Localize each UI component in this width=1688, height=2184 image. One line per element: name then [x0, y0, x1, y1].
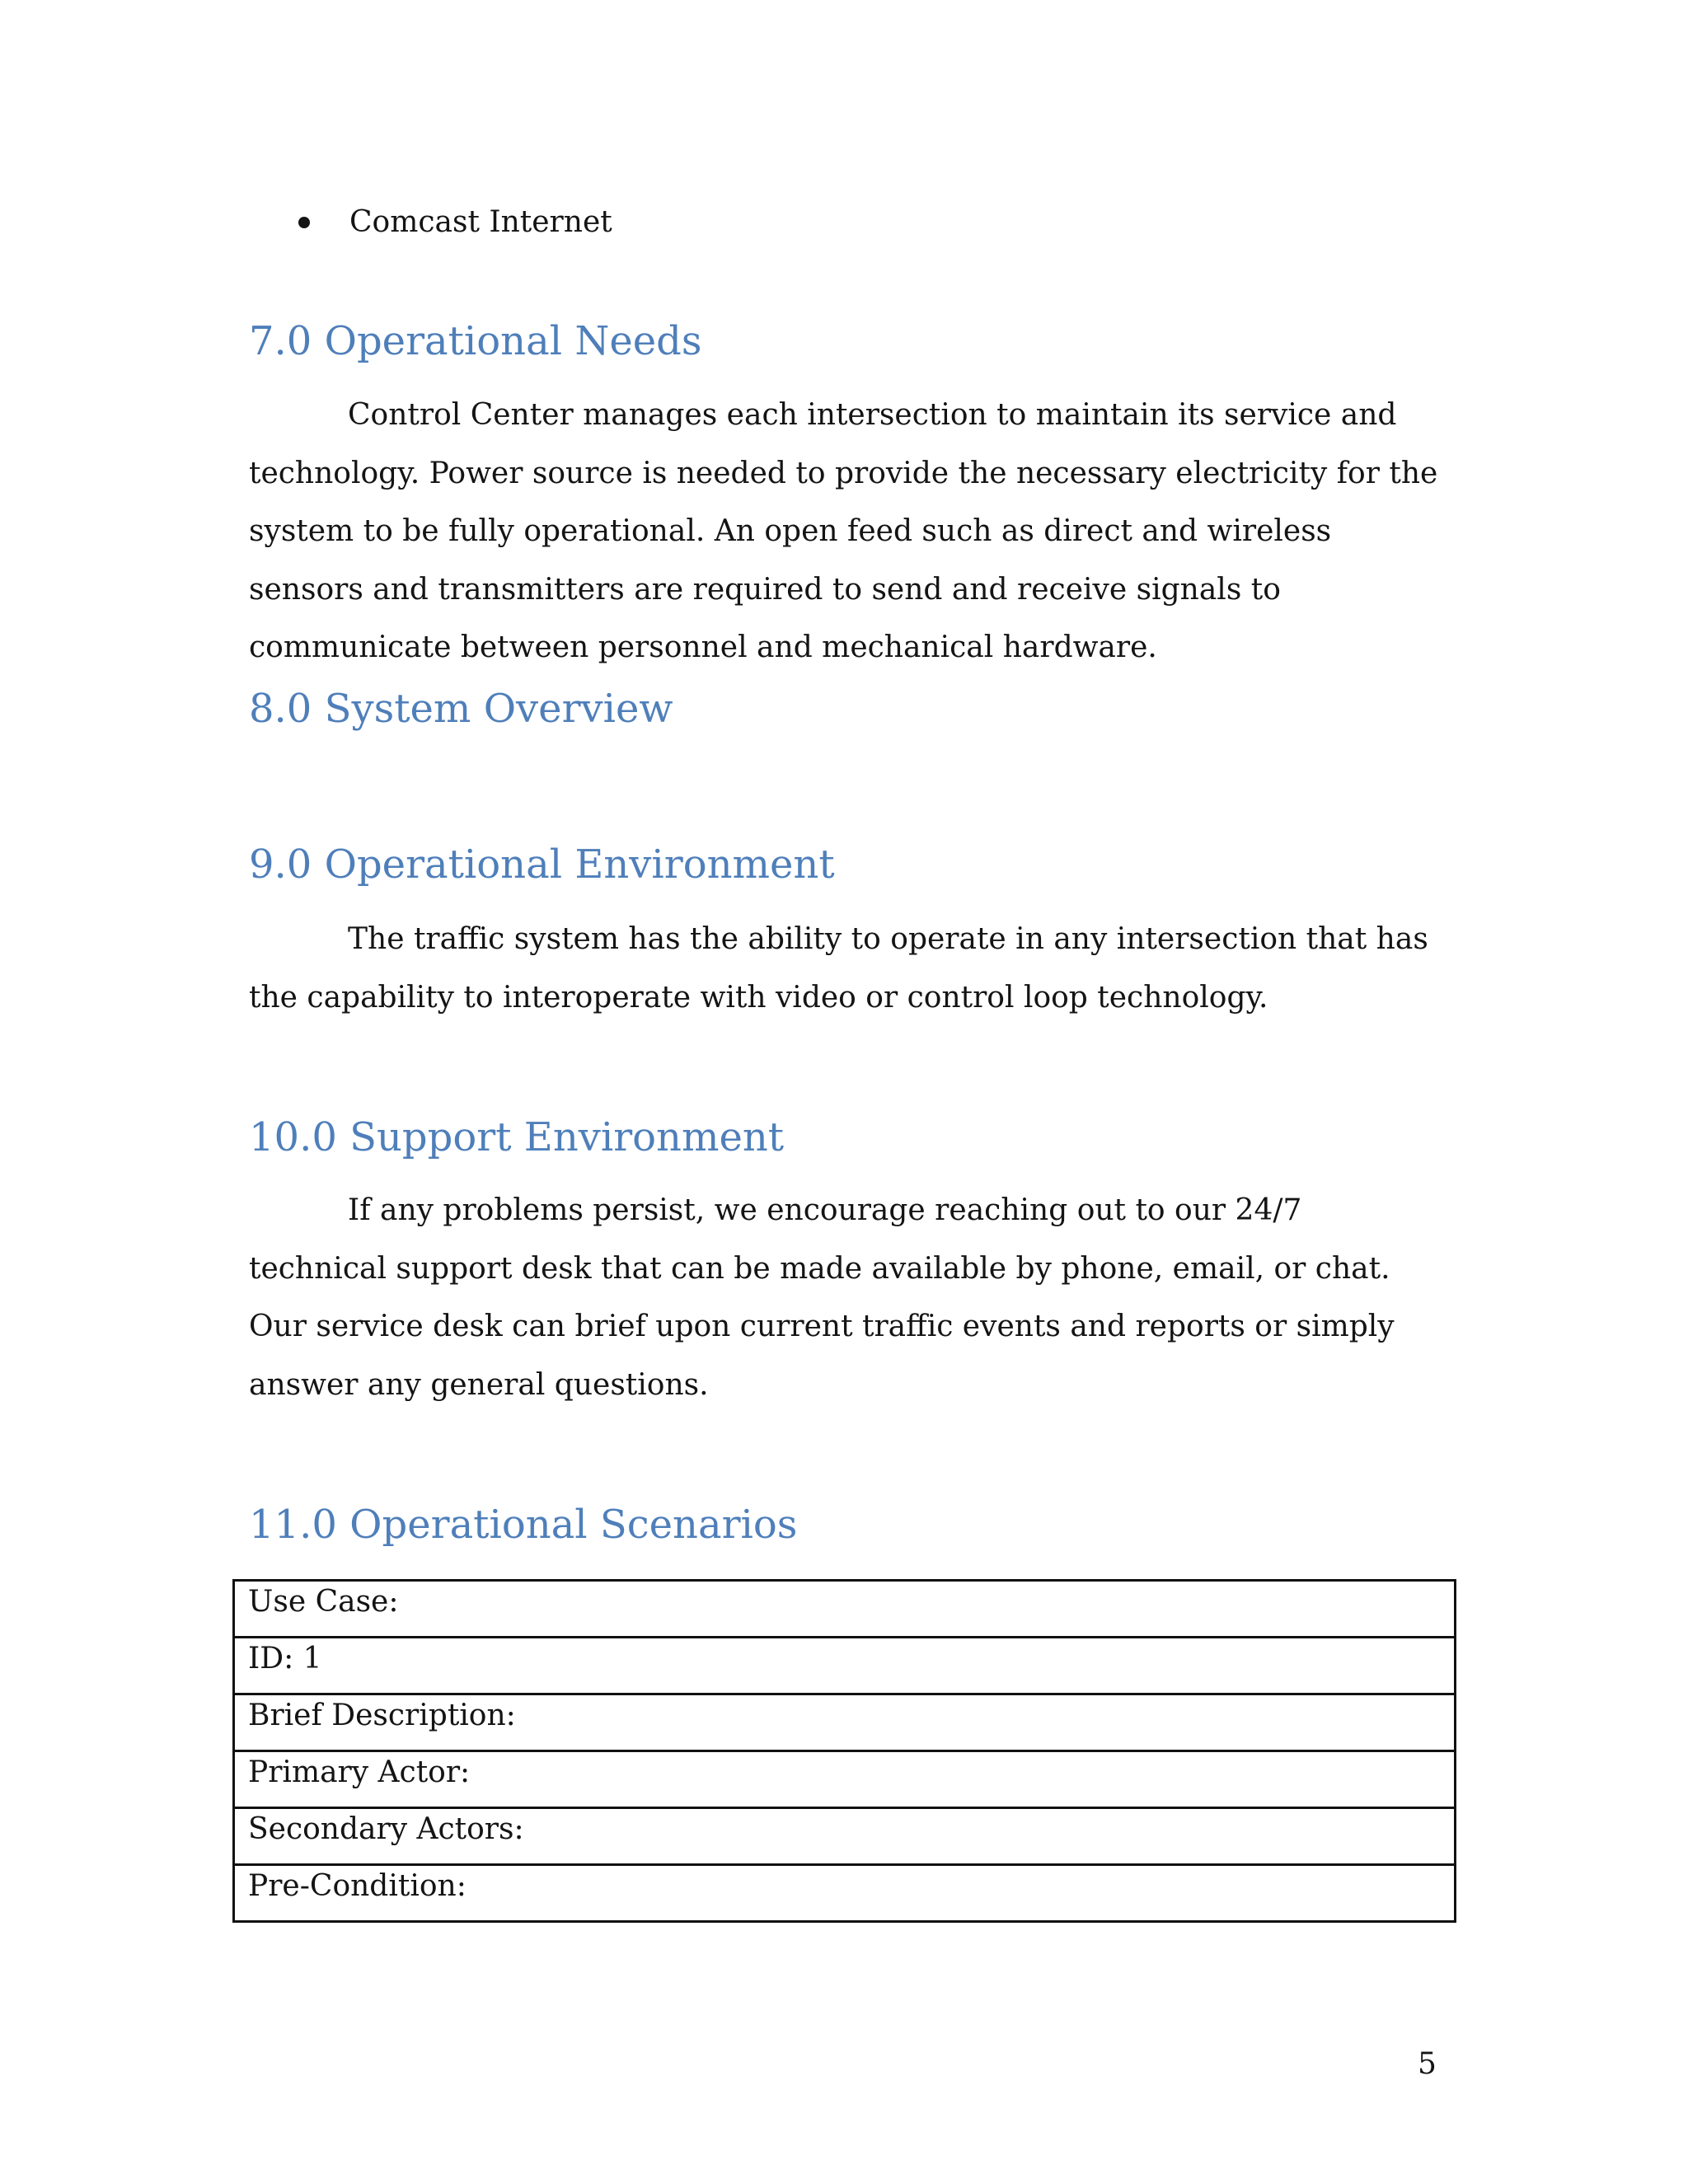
use-case-table [232, 1579, 1456, 1923]
heading-operational-environment: 9.0 Operational Environment [249, 841, 835, 888]
table-cell-pre-condition: Pre-Condition: [234, 1865, 1456, 1922]
table-cell-primary-actor: Primary Actor: [234, 1751, 1456, 1808]
table-row [234, 1865, 1456, 1922]
paragraph-support-environment: If any problems persist, we encourage reaching out to our 24/7 technical support desk that can be made available by phone, email, or chat. Our service desk can brief upon current traffic events and reports or simply answer any general questions. [249, 1193, 1395, 1402]
bullet-icon [298, 217, 310, 228]
table-cell-secondary-actors: Secondary Actors: [234, 1808, 1456, 1865]
table-row [234, 1808, 1456, 1865]
heading-operational-needs: 7.0 Operational Needs [249, 318, 702, 364]
bullet-list-item [298, 201, 612, 244]
table-cell-brief-description: Brief Description: [234, 1694, 1456, 1751]
paragraph-operational-environment: The traffic system has the ability to operate in any intersection that has the capability to interoperate with video or control loop technology. [249, 922, 1428, 1015]
heading-support-environment: 10.0 Support Environment [249, 1114, 785, 1160]
table-row [234, 1694, 1456, 1751]
heading-operational-scenarios: 11.0 Operational Scenarios [249, 1502, 798, 1548]
table-cell-id: ID: 1 [234, 1638, 1456, 1694]
table-row [234, 1638, 1456, 1694]
paragraph-operational-needs: Control Center manages each intersection to maintain its service and technology. Power source is needed to provide the necessary electricity for the system to be fully operational. An open feed such as direct and wireless sensors and transmitters are required to send and receive signals to communicate between personnel and mechanical hardware. [249, 398, 1438, 664]
table-cell-use-case: Use Case: [234, 1581, 1456, 1638]
table-row [234, 1751, 1456, 1808]
heading-system-overview: 8.0 System Overview [249, 686, 673, 732]
table-row [234, 1581, 1456, 1638]
bullet-item-text: Comcast Internet [349, 205, 612, 239]
page-number: 5 [1418, 2047, 1437, 2081]
